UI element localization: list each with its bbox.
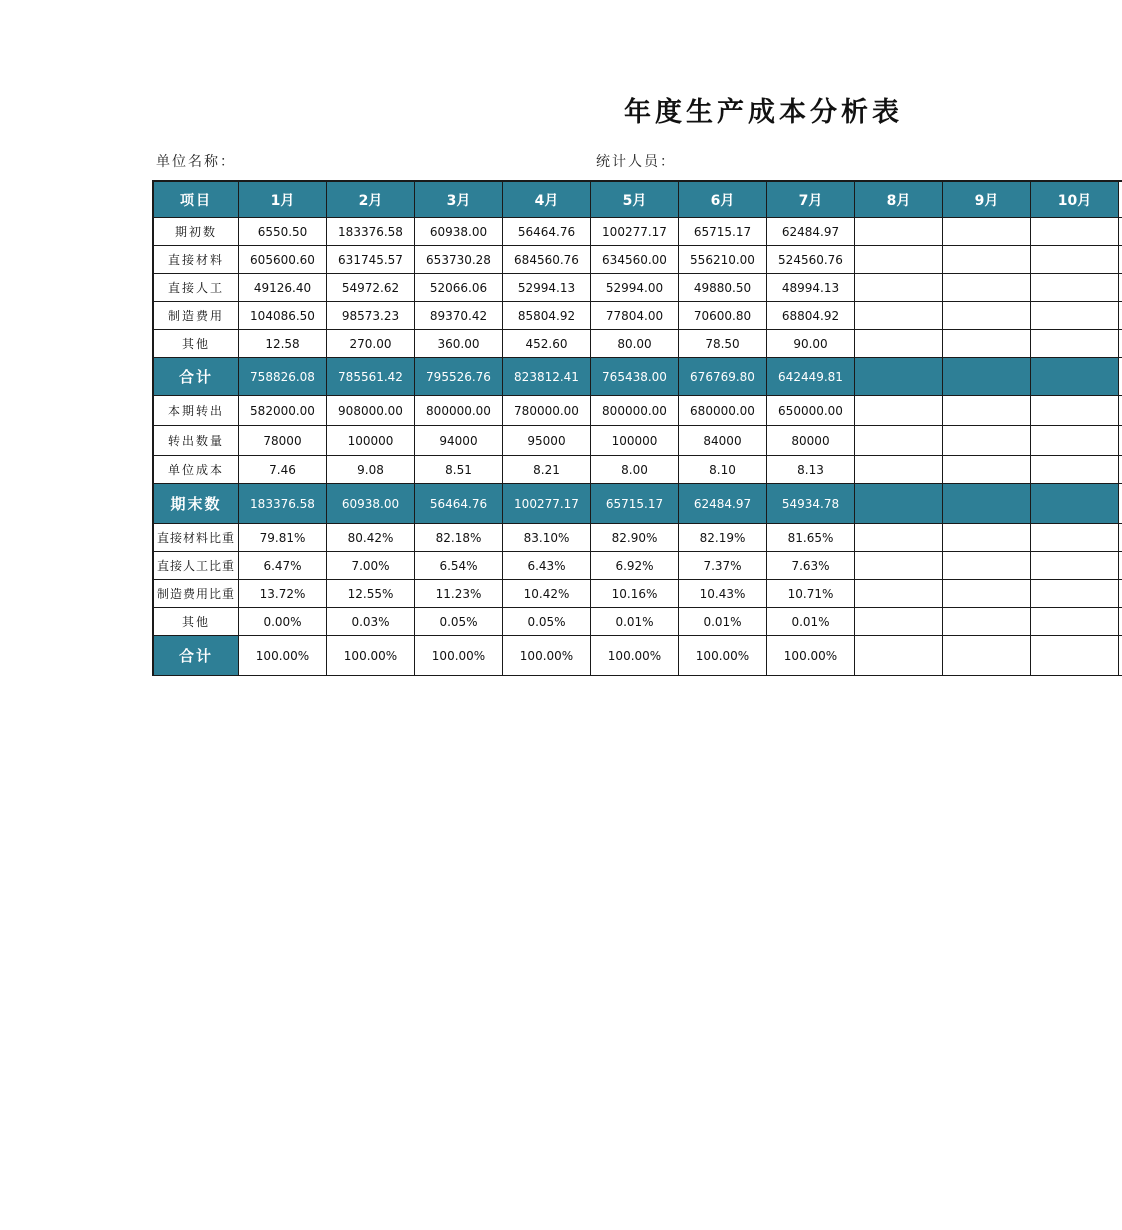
row-label-cell: 本期转出 (152, 396, 239, 425)
value-cell: 79.81% (239, 524, 327, 551)
value-cell: 758826.08 (239, 358, 327, 395)
value-cell (855, 426, 943, 455)
value-cell (943, 330, 1031, 357)
value-cell: 60938.00 (327, 484, 415, 523)
value-cell: 62484.97 (679, 484, 767, 523)
value-cell: 12.58 (239, 330, 327, 357)
row-label-cell: 合计 (152, 358, 239, 395)
value-cell (1031, 274, 1119, 301)
value-cell: 49880.50 (679, 274, 767, 301)
value-cell: 270.00 (327, 330, 415, 357)
value-cell (855, 580, 943, 607)
value-cell: 81.65% (767, 524, 855, 551)
value-cell: 6550.50 (239, 218, 327, 245)
value-cell (855, 358, 943, 395)
header-month-cell: 10月 (1031, 182, 1119, 217)
table-row (152, 456, 1122, 484)
header-month-cell: 5月 (591, 182, 679, 217)
value-cell: 6.47% (239, 552, 327, 579)
table-row (152, 636, 1122, 676)
table-row (152, 302, 1122, 330)
value-cell: 7.63% (767, 552, 855, 579)
value-cell: 8.10 (679, 456, 767, 483)
value-cell: 0.01% (679, 608, 767, 635)
value-cell (855, 484, 943, 523)
value-cell (943, 580, 1031, 607)
value-cell: 100277.17 (591, 218, 679, 245)
value-cell (943, 484, 1031, 523)
value-cell: 68804.92 (767, 302, 855, 329)
row-label-cell: 其他 (152, 330, 239, 357)
header-month-cell: 8月 (855, 182, 943, 217)
table-row (152, 218, 1122, 246)
staff-label: 统计人员： (596, 154, 676, 170)
header-month-cell: 9月 (943, 182, 1031, 217)
value-cell: 765438.00 (591, 358, 679, 395)
value-cell: 80.42% (327, 524, 415, 551)
value-cell (1031, 608, 1119, 635)
value-cell: 77804.00 (591, 302, 679, 329)
value-cell (943, 426, 1031, 455)
table-header-row (152, 180, 1122, 218)
value-cell: 100.00% (591, 636, 679, 675)
page-title: 年度生产成本分析表 (624, 97, 903, 128)
value-cell: 100.00% (503, 636, 591, 675)
value-cell (855, 396, 943, 425)
value-cell: 800000.00 (591, 396, 679, 425)
value-cell (855, 302, 943, 329)
row-label-cell: 其他 (152, 608, 239, 635)
value-cell: 0.05% (415, 608, 503, 635)
value-cell (943, 456, 1031, 483)
value-cell: 95000 (503, 426, 591, 455)
value-cell (1031, 484, 1119, 523)
title-viewport (600, 92, 903, 134)
value-cell (855, 456, 943, 483)
value-cell (1031, 246, 1119, 273)
value-cell (943, 636, 1031, 675)
row-label-cell: 制造费用比重 (152, 580, 239, 607)
value-cell: 62484.97 (767, 218, 855, 245)
value-cell: 7.37% (679, 552, 767, 579)
header-month-cell: 7月 (767, 182, 855, 217)
value-cell (1031, 552, 1119, 579)
value-cell (855, 524, 943, 551)
value-cell: 780000.00 (503, 396, 591, 425)
value-cell: 78000 (239, 426, 327, 455)
value-cell (943, 524, 1031, 551)
value-cell: 684560.76 (503, 246, 591, 273)
value-cell: 823812.41 (503, 358, 591, 395)
value-cell: 0.01% (591, 608, 679, 635)
value-cell: 10.43% (679, 580, 767, 607)
value-cell (943, 396, 1031, 425)
value-cell (943, 246, 1031, 273)
value-cell (943, 274, 1031, 301)
value-cell: 634560.00 (591, 246, 679, 273)
value-cell: 8.13 (767, 456, 855, 483)
row-label-cell: 直接材料 (152, 246, 239, 273)
value-cell: 183376.58 (239, 484, 327, 523)
value-cell (1031, 358, 1119, 395)
value-cell: 56464.76 (415, 484, 503, 523)
value-cell: 0.00% (239, 608, 327, 635)
value-cell: 524560.76 (767, 246, 855, 273)
row-label-cell: 直接人工 (152, 274, 239, 301)
value-cell: 48994.13 (767, 274, 855, 301)
value-cell: 795526.76 (415, 358, 503, 395)
value-cell: 54972.62 (327, 274, 415, 301)
table-row (152, 358, 1122, 396)
value-cell: 680000.00 (679, 396, 767, 425)
value-cell: 82.90% (591, 524, 679, 551)
row-label-cell: 转出数量 (152, 426, 239, 455)
row-label-cell: 期末数 (152, 484, 239, 523)
header-month-cell: 6月 (679, 182, 767, 217)
row-label-cell: 单位成本 (152, 456, 239, 483)
header-month-cell: 1月 (239, 182, 327, 217)
table-row (152, 484, 1122, 524)
unit-name-label: 单位名称： (156, 154, 236, 170)
value-cell: 85804.92 (503, 302, 591, 329)
table-row (152, 330, 1122, 358)
value-cell: 183376.58 (327, 218, 415, 245)
value-cell: 0.01% (767, 608, 855, 635)
value-cell: 10.42% (503, 580, 591, 607)
value-cell: 90.00 (767, 330, 855, 357)
value-cell: 8.21 (503, 456, 591, 483)
value-cell: 80000 (767, 426, 855, 455)
value-cell (943, 608, 1031, 635)
value-cell (855, 246, 943, 273)
value-cell: 7.00% (327, 552, 415, 579)
value-cell: 9.08 (327, 456, 415, 483)
value-cell: 100.00% (679, 636, 767, 675)
value-cell: 100.00% (415, 636, 503, 675)
value-cell: 54934.78 (767, 484, 855, 523)
value-cell: 653730.28 (415, 246, 503, 273)
header-month-cell: 2月 (327, 182, 415, 217)
value-cell: 6.43% (503, 552, 591, 579)
value-cell (943, 552, 1031, 579)
value-cell: 56464.76 (503, 218, 591, 245)
value-cell: 84000 (679, 426, 767, 455)
value-cell (855, 636, 943, 675)
value-cell (855, 608, 943, 635)
header-month-cell: 3月 (415, 182, 503, 217)
value-cell: 82.19% (679, 524, 767, 551)
table-row (152, 552, 1122, 580)
value-cell (855, 218, 943, 245)
table-row (152, 524, 1122, 552)
value-cell (855, 552, 943, 579)
row-label-cell: 直接人工比重 (152, 552, 239, 579)
value-cell (1031, 218, 1119, 245)
value-cell: 582000.00 (239, 396, 327, 425)
value-cell (1031, 580, 1119, 607)
value-cell: 82.18% (415, 524, 503, 551)
value-cell: 104086.50 (239, 302, 327, 329)
table-row (152, 580, 1122, 608)
value-cell: 605600.60 (239, 246, 327, 273)
value-cell: 52066.06 (415, 274, 503, 301)
table-row (152, 426, 1122, 456)
value-cell: 65715.17 (679, 218, 767, 245)
value-cell: 52994.00 (591, 274, 679, 301)
value-cell (855, 274, 943, 301)
value-cell: 6.92% (591, 552, 679, 579)
value-cell: 642449.81 (767, 358, 855, 395)
value-cell: 60938.00 (415, 218, 503, 245)
value-cell (1031, 636, 1119, 675)
value-cell (943, 358, 1031, 395)
header-month-cell: 4月 (503, 182, 591, 217)
value-cell (943, 218, 1031, 245)
value-cell: 908000.00 (327, 396, 415, 425)
value-cell: 0.03% (327, 608, 415, 635)
value-cell: 100.00% (767, 636, 855, 675)
value-cell: 78.50 (679, 330, 767, 357)
value-cell: 11.23% (415, 580, 503, 607)
value-cell: 52994.13 (503, 274, 591, 301)
value-cell: 100.00% (239, 636, 327, 675)
cost-analysis-table (152, 180, 1122, 676)
value-cell: 676769.80 (679, 358, 767, 395)
value-cell: 100000 (591, 426, 679, 455)
table-row (152, 246, 1122, 274)
value-cell: 12.55% (327, 580, 415, 607)
value-cell (1031, 524, 1119, 551)
value-cell: 800000.00 (415, 396, 503, 425)
value-cell: 70600.80 (679, 302, 767, 329)
value-cell (1031, 396, 1119, 425)
value-cell: 100000 (327, 426, 415, 455)
header-item-cell: 项目 (152, 182, 239, 217)
value-cell (1031, 426, 1119, 455)
value-cell: 556210.00 (679, 246, 767, 273)
value-cell: 8.00 (591, 456, 679, 483)
value-cell (943, 302, 1031, 329)
value-cell: 7.46 (239, 456, 327, 483)
table-row (152, 396, 1122, 426)
value-cell: 89370.42 (415, 302, 503, 329)
row-label-cell: 期初数 (152, 218, 239, 245)
value-cell: 65715.17 (591, 484, 679, 523)
value-cell: 8.51 (415, 456, 503, 483)
value-cell (855, 330, 943, 357)
value-cell: 785561.42 (327, 358, 415, 395)
table-row (152, 274, 1122, 302)
value-cell: 83.10% (503, 524, 591, 551)
value-cell: 452.60 (503, 330, 591, 357)
value-cell: 49126.40 (239, 274, 327, 301)
row-label-cell: 合计 (152, 636, 239, 675)
value-cell: 98573.23 (327, 302, 415, 329)
table-row (152, 608, 1122, 636)
value-cell: 6.54% (415, 552, 503, 579)
value-cell: 10.71% (767, 580, 855, 607)
value-cell: 0.05% (503, 608, 591, 635)
value-cell: 360.00 (415, 330, 503, 357)
value-cell: 650000.00 (767, 396, 855, 425)
value-cell: 13.72% (239, 580, 327, 607)
value-cell (1031, 302, 1119, 329)
row-label-cell: 直接材料比重 (152, 524, 239, 551)
value-cell: 631745.57 (327, 246, 415, 273)
value-cell: 10.16% (591, 580, 679, 607)
value-cell: 100277.17 (503, 484, 591, 523)
value-cell (1031, 330, 1119, 357)
value-cell: 94000 (415, 426, 503, 455)
value-cell: 80.00 (591, 330, 679, 357)
row-label-cell: 制造费用 (152, 302, 239, 329)
table-viewport (152, 180, 1092, 679)
value-cell (1031, 456, 1119, 483)
value-cell: 100.00% (327, 636, 415, 675)
